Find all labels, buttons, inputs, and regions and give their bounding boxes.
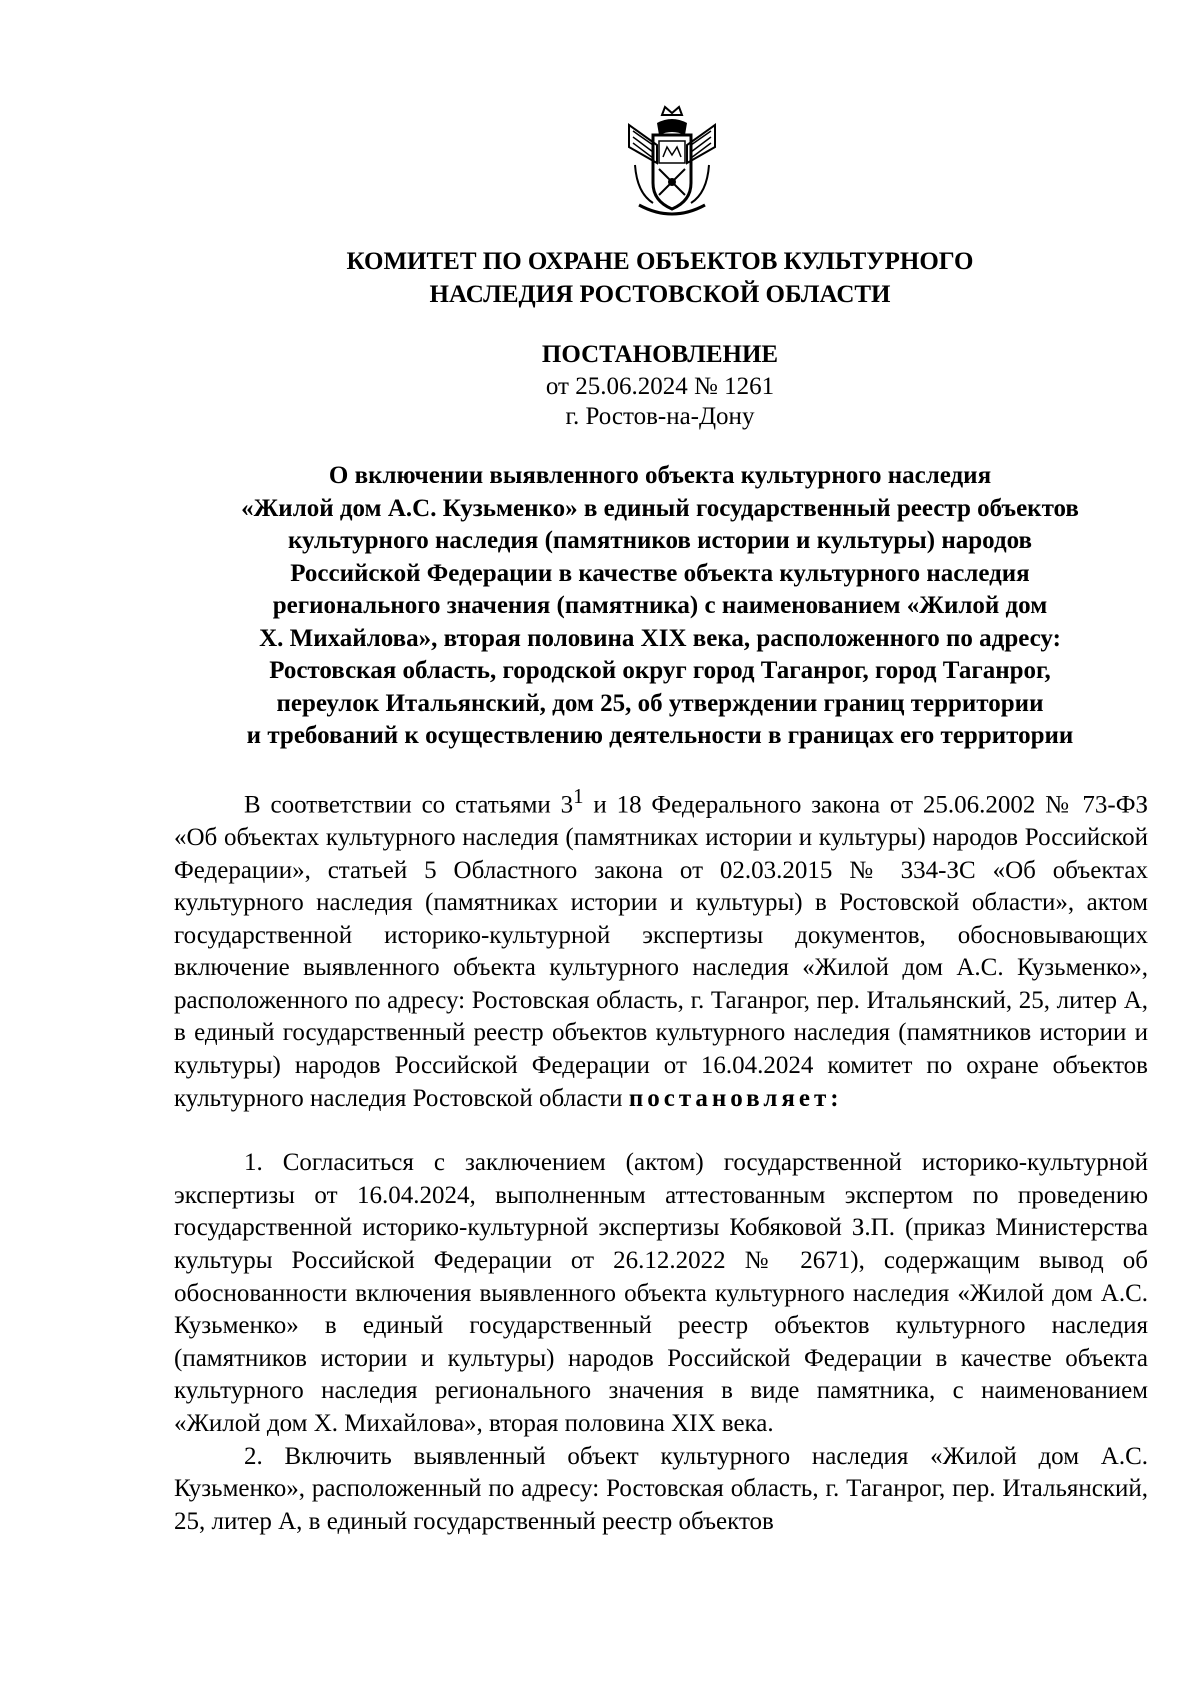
title-line: Х. Михайлова», вторая половина XIX века, расположенного по адресу: bbox=[259, 624, 1061, 652]
title-line: О включении выявленного объекта культурного наследия bbox=[328, 462, 992, 489]
coat-of-arms-emblem bbox=[617, 105, 727, 220]
document-type: ПОСТАНОВЛЕНИЕ bbox=[541, 341, 779, 368]
list-item: 2. Включить выявленный объект культурного наследия «Жилой дом А.С. Кузьменко», расположенный по адресу: Ростовская область, г. Таганрог, пер. Итальянский, 25, литер А, в единый государственный реестр объектов bbox=[174, 1442, 1148, 1535]
preamble-text: и 18 Федерального закона от 25.06.2002 № 73-ФЗ «Об объектах культурного наследия (памятниках истории и культуры) народов Российской Федерации», статьей 5 Областного закона от 02.03.2015 № 334-ЗС «Об объектах культурного наследия (памятниках истории и культуры) в Ростовской области», актом государственной историко-культурной экспертизы документов, обосновывающих включение выявленного объекта культурного наследия «Жилой дом А.С. Кузьменко», расположенного по адресу: Ростовская область, г. Таганрог, пер. Итальянский, 25, литер А, в единый государственный реестр объектов культурного наследия (памятников истории и культуры) народов Российской Федерации от 16.04.2024 комитет по охране объектов культурного наследия Ростовской области bbox=[174, 791, 1148, 1112]
title-line: Российской Федерации в качестве объекта культурного наследия bbox=[290, 559, 1030, 587]
title-line: переулок Итальянский, дом 25, об утверждении границ территории bbox=[276, 689, 1044, 717]
document-title bbox=[160, 460, 1160, 753]
title-line: «Жилой дом А.С. Кузьменко» в единый государственный реестр объектов bbox=[241, 494, 1079, 522]
title-line: Ростовская область, городской округ город Таганрог, город Таганрог, bbox=[269, 657, 1051, 684]
title-line: и требований к осуществлению деятельности в границах его территории bbox=[246, 722, 1074, 749]
title-line: регионального значения (памятника) с наименованием «Жилой дом bbox=[272, 592, 1048, 619]
document-body bbox=[174, 780, 1148, 1538]
decree-word: постановляет: bbox=[628, 1084, 843, 1112]
preamble-paragraph bbox=[174, 780, 1148, 1115]
organization-line: НАСЛЕДИЯ РОСТОВСКОЙ ОБЛАСТИ bbox=[429, 281, 891, 308]
preamble-text: В соответствии со статьями 3 bbox=[244, 791, 574, 819]
organization-name bbox=[160, 245, 1160, 311]
organization-line: КОМИТЕТ ПО ОХРАНЕ ОБЪЕКТОВ КУЛЬТУРНОГО bbox=[346, 248, 974, 275]
list-item: 1. Согласиться с заключением (актом) государственной историко-культурной экспертизы от 16.04.2024, выполненным аттестованным экспертом по проведению государственной историко-культурной экспертизы Кобяковой З.П. (приказ Министерства культуры Российской Федерации от 26.12.2022 № 2671), содержащим вывод об обоснованности включения выявленного объекта культурного наследия «Жилой дом А.С. Кузьменко» в единый государственный реестр объектов культурного наследия (памятников истории и культуры) народов Российской Федерации в качестве объекта культурного наследия регионального значения в виде памятника, с наименованием «Жилой дом Х. Михайлова», вторая половина XIX века. bbox=[174, 1149, 1148, 1438]
superscript: 1 bbox=[573, 784, 584, 808]
document-place: г. Ростов-на-Дону bbox=[565, 403, 755, 430]
document-number: от 25.06.2024 № 1261 bbox=[545, 373, 775, 400]
title-line: культурного наследия (памятников истории и культуры) народов bbox=[287, 527, 1032, 554]
